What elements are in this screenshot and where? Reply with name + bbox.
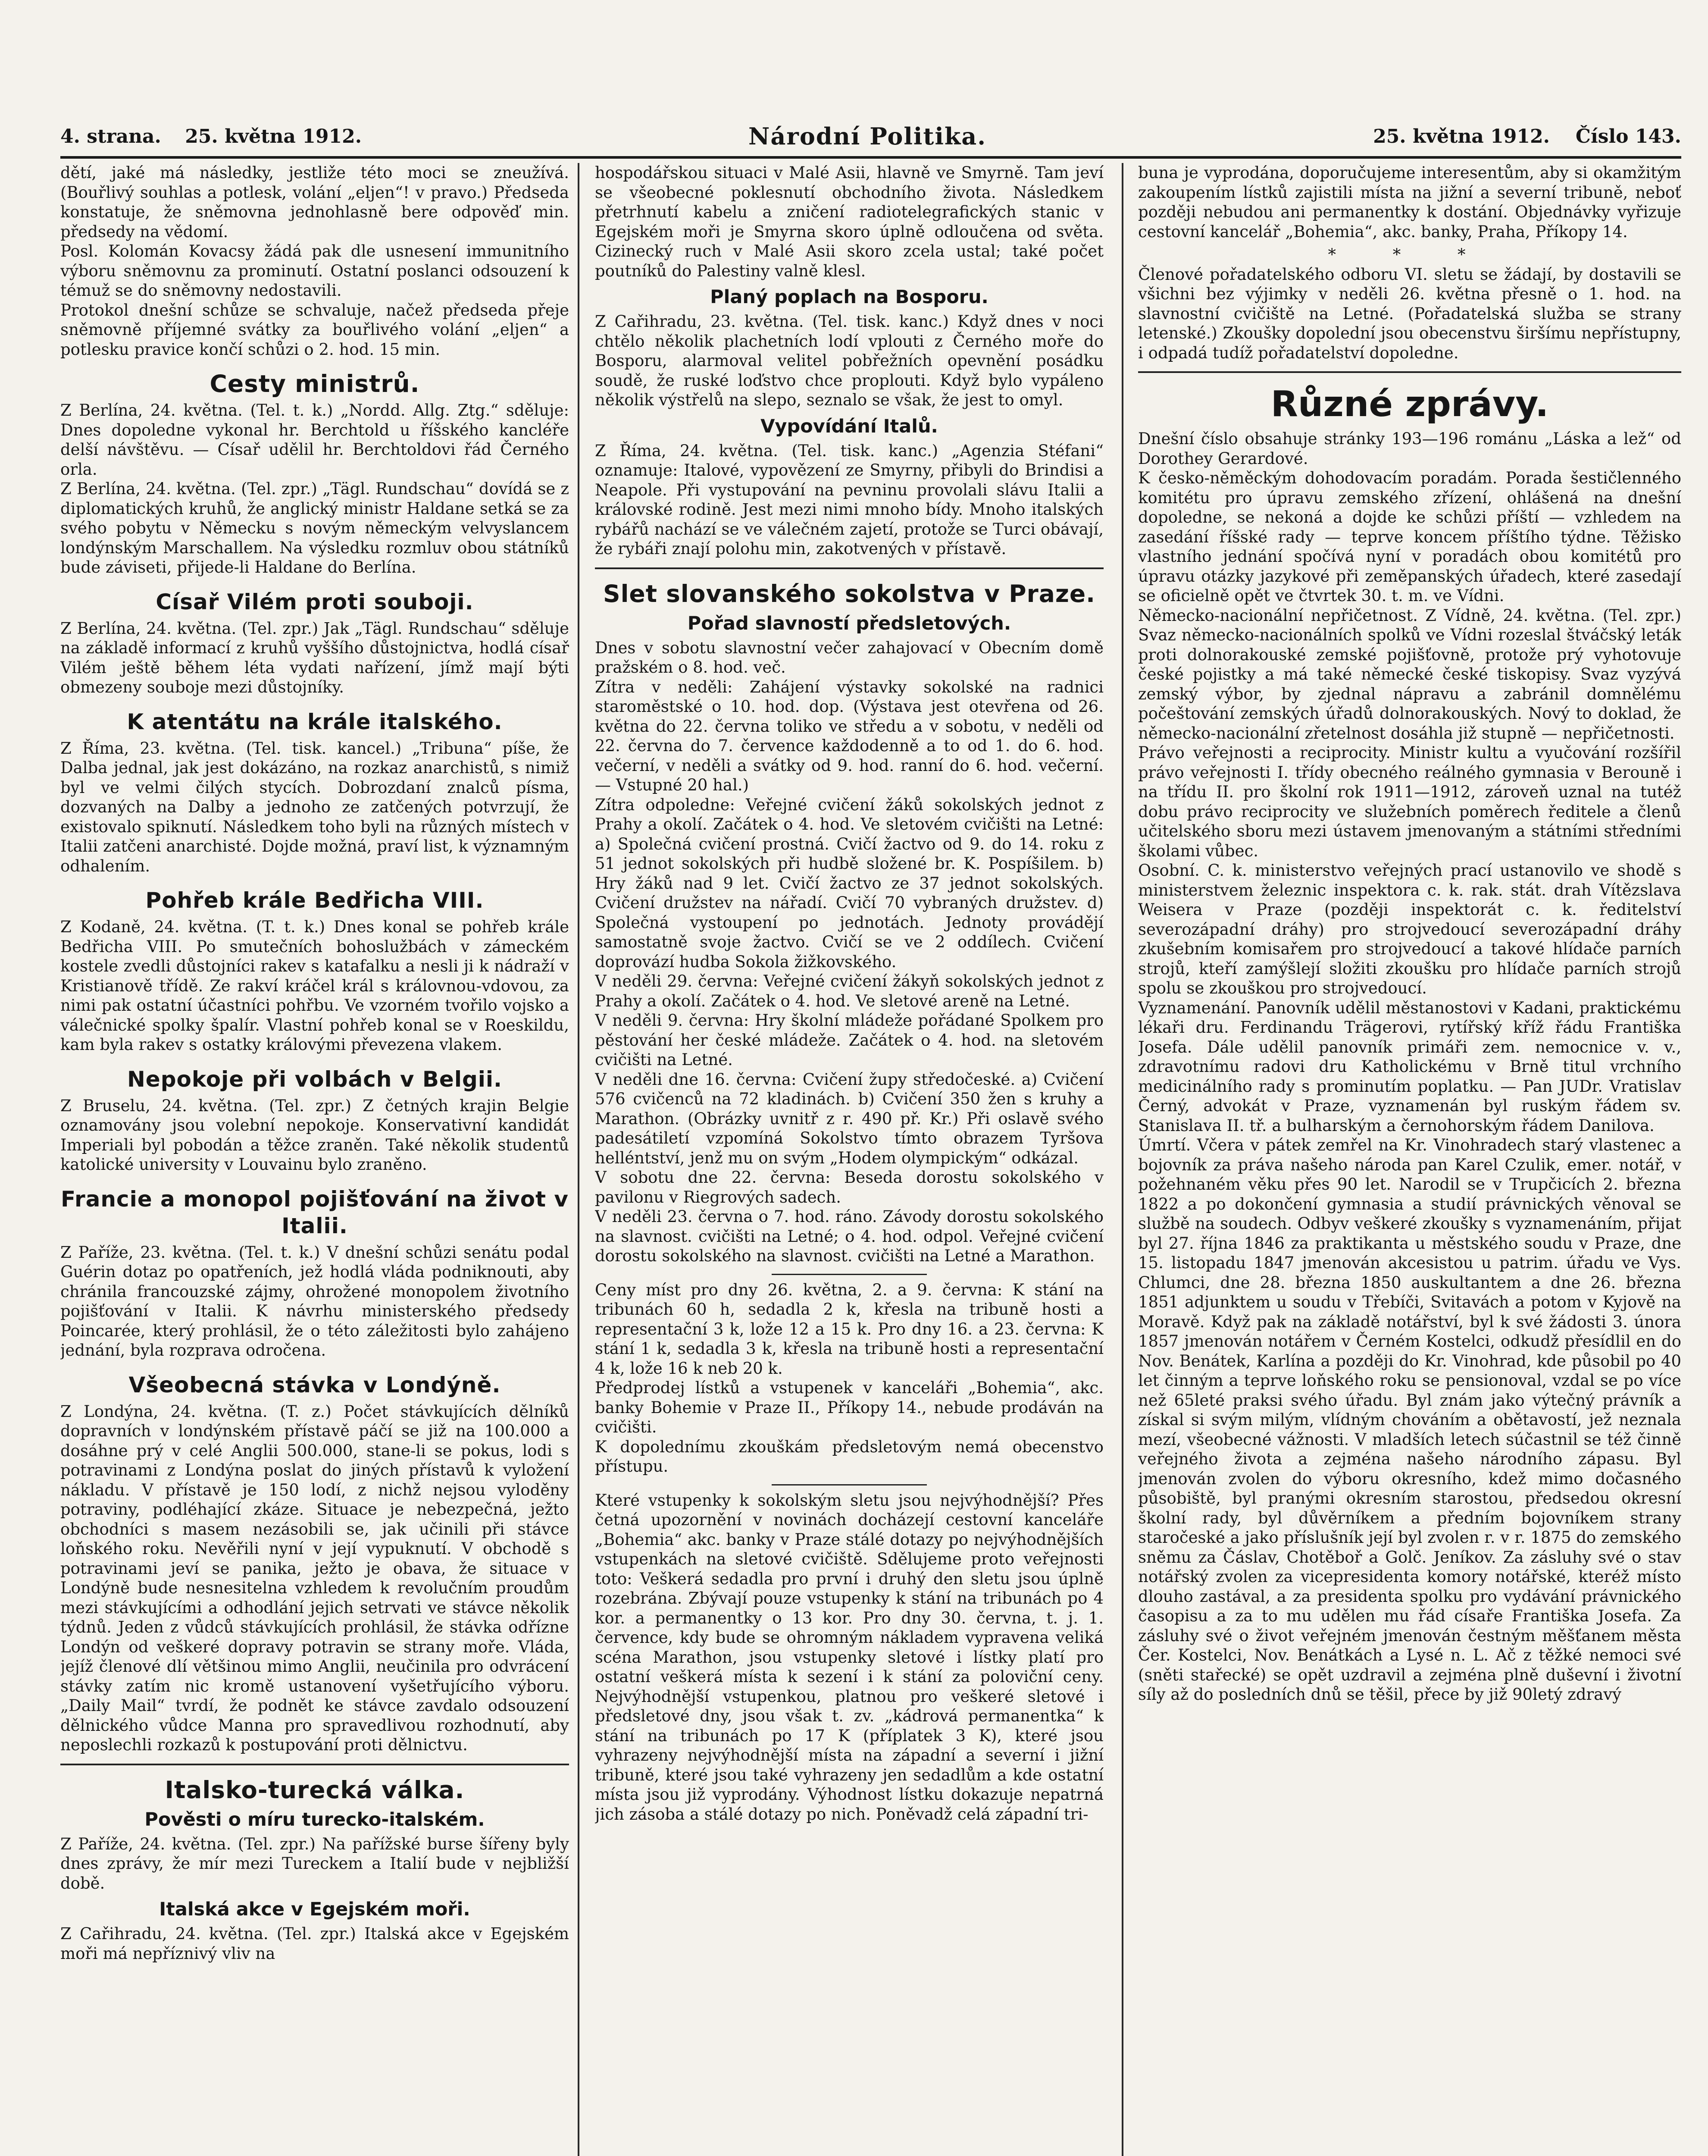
- paragraph: K dopolednímu zkouškám předsletovým nemá obecenstvo přístupu.: [595, 1437, 1104, 1476]
- short-rule: [772, 1484, 927, 1485]
- paragraph: Protokol dnešní schůze se schvaluje, načež předseda přeje sněmovně příjemné svátky za bouřlivého volání „eljen“ a potlesku pravice končí schůzi o 2. hod. 15 min.: [60, 301, 569, 359]
- issue-number: Číslo 143.: [1575, 125, 1681, 147]
- paragraph: buna je vyprodána, doporučujeme interesentům, aby si okamžitým zakoupením lístků zajistili místa na jižní a severní tribuně, neboť později nebudou ani permanentky k dostání. Objednávky vyřizuje cestovní kancelář „Bohemia“, akc. banky, Praha, Příkopy 14.: [1138, 163, 1681, 241]
- headline-cesty: Cesty ministrů.: [210, 370, 420, 398]
- paragraph: Z Kodaně, 24. května. (T. t. k.) Dnes konal se pohřeb krále Bedřicha VIII. Po smutečních bohoslužbách v zámeckém kostele zvedli důstojníci rakev s katafalku a nesli ji k nádraží v Kristianově třídě. Ze rakví kráčel král s královnou-vdovou, za nimi pak ostatní účastníci pohřbu. Ve vzorném tvořilo vojsko a válečnické spolky špalír. Vlastní pohřeb konal se v Roeskildu, kam byla rakev s ostatky královými převezena vlakem.: [60, 918, 569, 1054]
- paragraph: Právo veřejnosti a reciprocity. Ministr kultu a vyučování rozšířil právo veřejnosti I. třídy obecného reálného gymnasia v Berouně i na třídu II. pro školní rok 1911—1912, zároveň uznal na tutéž dobu právo reciprocity ve služebních poměrech ředitele a členů učitelského sboru mezi ústavem jmenovaným a státními středními školami vůbec.: [1138, 743, 1681, 860]
- paragraph: V neděli dne 16. června: Cvičení župy středočeské. a) Cvičení 576 cvičenců na 72 kladinách. b) Cvičení 350 žen s kruhy a Marathon. (Obrázky uvnitř z r. 490 př. Kr.) Při oslavě svého padesátiletí vzpomíná Sokolstvo tímto obrazem Tyršova helléntství, jenž mu on svým „Hodem olympickým“ odkázal.: [595, 1070, 1104, 1167]
- page-header: [60, 119, 1681, 154]
- header-rule: [60, 156, 1681, 159]
- subheadline-vypovidani: Vypovídání Italů.: [760, 415, 938, 437]
- paragraph: Z Cařihradu, 24. května. (Tel. zpr.) Italská akce v Egejském moři má nepříznivý vliv na: [60, 1924, 569, 1963]
- asterism: * * *: [1328, 245, 1492, 264]
- paragraph: Z Paříže, 23. května. (Tel. t. k.) V dnešní schůzi senátu podal Guérin dotaz po opatřeních, jež hodlá vláda podniknouti, aby chránila francouzské zájmy, ohrožené monopolem životního pojišťování v Italii. K návrhu ministerského předsedy Poincarée, který prohlásil, že o této záležitosti bylo zahájeno jednání, byla rozprava odročena.: [60, 1243, 569, 1360]
- header-date-left: 25. května 1912.: [185, 125, 362, 147]
- paragraph: Z Říma, 23. května. (Tel. tisk. kancel.) „Tribuna“ píše, že Dalba jednal, jak jest dokázáno, na rozkaz anarchistů, s nimiž byl ve velmi čilých stycích. Dobrozdaní znalců písma, dozvaných na Dalby a jednoho ze zatčených potvrzují, že existovalo spiknutí. Následkem toho byli na různých místech v Italii zatčeni anarchisté. Dojde možná, praví list, k významným odhalením.: [60, 739, 569, 875]
- paragraph: V neděli 9. června: Hry školní mládeže pořádané Spolkem pro pěstování her české mládeže. Začátek o 4. hod. na sletovém cvičišti na Letné.: [595, 1011, 1104, 1069]
- subheadline-porad: Pořad slavností předsletových.: [687, 612, 1011, 634]
- headline-ruzne: Různé zprávy.: [1270, 384, 1549, 425]
- paragraph: Zítra odpoledne: Veřejné cvičení žáků sokolských jednot z Prahy a okolí. Začátek o 4. hod. Ve sletovém cvičišti na Letné: a) Společná cvičení prostná. Cvičí žactvo od 9. do 14. roku z 51 jednot sokolských při hudbě složené br. K. Pospíšilem. b) Hry žáků nad 9 let. Cvičí žactvo ze 37 jednot sokolských. Cvičení družstev na nářadí. Cvičí 70 vybraných družstev. d) Společná vystoupení po jednotách. Jednoty provádějí samostatně svoje žactvo. Cvičí se ve 2 oddílech. Cvičení doprovází hudba Sokola žižkovského.: [595, 795, 1104, 971]
- subheadline-plany: Planý poplach na Bosporu.: [710, 286, 989, 308]
- column-1: [60, 163, 569, 2156]
- paragraph: hospodářskou situaci v Malé Asii, hlavně ve Smyrně. Tam jeví se všeobecné poklesnutí obchodního života. Následkem přetrhnutí kabelu a zničení radiotelegrafických stanic v Egejském moři je Smyrna skoro úplně odloučena od světa. Cizinecký ruch v Malé Asii skoro zcela ustal; také počet poutníků do Palestiny valně klesl.: [595, 163, 1104, 280]
- column-3: [1138, 163, 1681, 2156]
- paragraph: Které vstupenky k sokolským sletu jsou nejvýhodnější? Přes četná upozornění v novinách docházejí cestovní kanceláře „Bohemia“ akc. banky v Praze stálé dotazy po nejvýhodnějších vstupenkách na sletové cvičiště. Sdělujeme proto veřejnosti toto: Veškerá sedadla pro první i druhý den sletu jsou úplně rozebrána. Zbývají pouze vstupenky k stání na tribunách po 4 kor. a permanentky o 13 kor. Pro dny 30. června, t. j. 1. července, kdy bude se ohromným nákladem vypravena veliká scéna Marathon, jsou vstupenky sletové i lístky platí pro ostatní veškerá místa k sezení i k stání za poloviční ceny. Nejvýhodnější vstupenkou, platnou pro veškeré sletové i předsletové dny, jsou však t. zv. „kádrová permanentka“ k stání na tribunách po 17 K (příplatek 3 K), které jsou vyhrazeny nejvýhodnější místa na západní a severní i jižní tribuně, které jsou také vyhrazeny jen sedadlům a kde ostatní místa jsou již vyprodány. Výhodnost lístku dokazuje nepatrná jich zásoba a stálé dotazy po nich. Poněvadž celá západní tri-: [595, 1491, 1104, 1824]
- header-date-right: 25. května 1912.: [1373, 125, 1550, 147]
- paragraph: Dnešní číslo obsahuje stránky 193—196 románu „Láska a lež“ od Dorothey Gerardové.: [1138, 429, 1681, 468]
- section-rule: [595, 567, 1104, 569]
- masthead: Národní Politika.: [748, 122, 987, 150]
- column-2: [595, 163, 1104, 2156]
- paragraph: Dnes v sobotu slavnostní večer zahajovací v Obecním domě pražském o 8. hod. več.: [595, 638, 1104, 677]
- headline-francie: Francie a monopol pojišťování na život v Italii.: [60, 1186, 569, 1238]
- paragraph: Z Bruselu, 24. května. (Tel. zpr.) Z četných krajin Belgie oznamovány jsou volební nepokoje. Konservativní kandidát Imperiali byl pobodán a těžce zraněn. Také několik studentů katolické university v Louvainu bylo zraněno.: [60, 1096, 569, 1174]
- paragraph: Úmrtí. Včera v pátek zemřel na Kr. Vinohradech starý vlastenec a bojovník za práva našeho národa pan Karel Czulik, emer. notář, v požehnaném věku přes 90 let. Narodil se v Trupčicích 2. března 1822 a po dokončení gymnasia a studií právnických věnoval se službě na soudech. Odbyv veškeré zkoušky s vyznamenáním, přijat byl 27. října 1846 za praktikanta u městského soudu v Praze, dne 15. listopadu 1847 jmenován akcesistou u patrim. úřadu ve Vys. Chlumci, dne 28. března 1850 auskultantem a dne 26. března 1851 adjunktem u soudu v Třebíči, Svitavách a potom v Kyjově na Moravě. Když pak na základě notářství, byl k své žádosti 3. února 1857 jmenován notářem v Černém Kostelci, odkudž přesídlil en do Nov. Benátek, Karlína a později do Kr. Vinohrad, kde působil po 40 let činným a teprve loňského roku se pensionoval, vzdal se po více než 65leté praksi svého úřadu. Byl znám jako výtečný právník a získal si svým milým, vlídným chováním a obětavostí, jež neznala mezí, všeobecné vážnosti. V mladších letech súčastnil se též činně veřejného života a zejména našeho národního zápasu. Byl jmenován zvolen do výboru okresního, kdež mimo dočasného působiště, byl pranými okresním starostou, předsedou okresní školní rady, byl důvěrníkem a předním bojovníkem strany staročeské a jako příslušník její byl zvolen r. v r. 1875 do zemského sněmu za Čáslav, Chotěboř a Golč. Jeníkov. Za zásluhy své o stav notářský zvolen za vicepresidenta komory notářské, kteréž místo dlouho zastával, a za presidenta spolku pro vydávání právnického časopisu a za to mu udělen mu řád císaře Františka Josefa. Za zásluhy své o život veřejném jmenován čestným měšťanem města Čer. Kostelci, Nov. Benátkách a Lysé n. L. Ač z těžké nemoci své (sněti stařecké) se opět uzdravil a zejména plně duševní i životní síly až do posledních dnů se těšil, přece by již 90letý zdravý: [1138, 1136, 1681, 1704]
- subheadline-povesti: Pověsti o míru turecko-italském.: [144, 1808, 485, 1830]
- paragraph: Z Berlína, 24. května. (Tel. t. k.) „Nordd. Allg. Ztg.“ sděluje: Dnes dopoledne vykonal hr. Berchtold u říšského kancléře delší návštěvu. — Císař udělil hr. Berchtoldovi řád Černého orla.: [60, 401, 569, 479]
- paragraph: Ceny míst pro dny 26. května, 2. a 9. června: K stání na tribunách 60 h, sedadla 2 k, křesla na tribuně hosti a representační 3 k, lože 12 a 15 k. Pro dny 16. a 23. června: K stání 1 k, sedadla 3 k, křesla na tribuně hosti a representační 4 k, lože 16 k neb 20 k.: [595, 1280, 1104, 1378]
- subheadline-akce: Italská akce v Egejském moři.: [159, 1899, 470, 1920]
- paragraph: V neděli 23. června o 7. hod. ráno. Závody dorostu sokolského na slavnost. cvičišti na Letné; o 4. hod. odpol. Veřejné cvičení dorostu sokolského na slavnost. cvičišti na Letné a Marathon.: [595, 1207, 1104, 1265]
- headline-italsko: Italsko-turecká válka.: [165, 1776, 465, 1804]
- paragraph: Z Paříže, 24. května. (Tel. zpr.) Na pařížské burse šířeny byly dnes zprávy, že mír mezi Tureckem a Italií bude v nejbližší době.: [60, 1834, 569, 1893]
- paragraph: Z Říma, 24. května. (Tel. tisk. kanc.) „Agenzia Stéfani“ oznamuje: Italové, vypovězení ze Smyrny, přibyli do Brindisi a Neapole. Při vystupování na pevninu provolali slávu Italii a královské rodině. Jest mezi nimi mnoho bídy. Mnoho italských rybářů nachází se ve válečném zajetí, protože se Turci obávají, že rybáři znají polohu min, zakotvených v přístavě.: [595, 441, 1104, 558]
- paragraph: V neděli 29. června: Veřejné cvičení žákyň sokolských jednot z Prahy a okolí. Začátek o 4. hod. Ve sletové areně na Letné.: [595, 972, 1104, 1010]
- short-rule: [772, 1274, 927, 1275]
- headline-pohreb: Pohřeb krále Bedřicha VIII.: [145, 888, 484, 913]
- paragraph: dětí, jaké má následky, jestliže této moci se zneužívá. (Bouřlivý souhlas a potlesk, volání „eljen“! v pravo.) Předseda konstatuje, že sněmovna jednohlasně bere odpověď min. předsedy na vědomí.: [60, 163, 569, 241]
- headline-cisar: Císař Vilém proti souboji.: [156, 589, 474, 614]
- header-right: [1373, 125, 1681, 147]
- paragraph: Z Berlína, 24. května. (Tel. zpr.) Jak „Tägl. Rundschau“ sděluje na základě informací z kruhů vyššího důstojnictva, hodlá císař Vilém ještě během léta vydati nařízení, jímž mají býti obmezeny souboje mezi důstojníky.: [60, 619, 569, 696]
- column-rule: [1122, 163, 1123, 2156]
- paragraph: Předprodej lístků a vstupenek v kanceláři „Bohemia“, akc. banky Bohemie v Praze II., Příkopy 14., nebude prodáván na cvičišti.: [595, 1379, 1104, 1436]
- paragraph: Z Londýna, 24. května. (T. z.) Počet stávkujících dělníků dopravních v londýnském přístavě páčí se již na 100.000 a dosáhne prý v celé Anglii 500.000, stane-li se pokus, lodi s potravinami z Londýna poslat do jiných přístavů k vyložení nákladu. V přístavě je 150 lodí, z nichž nejsou vyloděny potraviny, podléhající zkáze. Situace je nebezpečná, ježto obchodníci s masem nezásobili se, jak učinili při stávce loňského roku. Nevěřili nyní v její vypuknutí. V obchodě s potravinami jeví se panika, ježto je obava, že situace v Londýně bude nesnesitelna vzhledem k revolučním proudům mezi stávkujícími a odhodlání jejich setrvati ve stávce několik týdnů. Jeden z vůdců stávkujících prohlásil, že stávka odřízne Londýn od veškeré dopravy potravin se strany moře. Vláda, jejíž členové dlí většinou mimo Anglii, neučinila pro odvrácení stávky zatím nic kromě ustanovení vyšetřujícího výboru. „Daily Mail“ tvrdí, že podnět ke stávce zavdalo odsouzení dělnického vůdce Manna pro spravedlivou rozhodnutí, aby neposlechli rozkazů k postupování proti dělnictvu.: [60, 1402, 569, 1754]
- headline-atentat: K atentátu na krále italského.: [127, 709, 503, 734]
- page-number: 4. strana.: [60, 125, 161, 147]
- header-left: [60, 125, 362, 147]
- headline-stavka: Všeobecná stávka v Londýně.: [128, 1372, 501, 1398]
- headline-slet: Slet slovanského sokolstva v Praze.: [603, 580, 1096, 608]
- section-rule: [1138, 371, 1681, 373]
- headline-nepokoje: Nepokoje při volbách v Belgii.: [127, 1066, 503, 1092]
- paragraph: Německo-nacionální nepřičetnost. Z Vídně, 24. května. (Tel. zpr.) Svaz německo-nacionálních spolků ve Vídni rozeslal štváčský leták proti dolnorakouské zemské pojišťovně, protože prý vyhotovuje české pojistky a má také německé české tiskopisy. Svaz vyzývá zemský výbor, by zjednal nápravu a zabránil domnělému počeštování zemských úřadů dolnorakouských. Nový to doklad, že německo-nacionální zřetelnost dosáhla již stupně — nepřičetnosti.: [1138, 606, 1681, 743]
- paragraph: Z Berlína, 24. května. (Tel. zpr.) „Tägl. Rundschau“ dovídá se z diplomatických kruhů, že anglický ministr Haldane setká se za svého pobytu v Německu s novým německým velvyslancem londýnským Marschallem. Na výsledku rozmluv obou státníků bude záviseti, přijede-li Haldane do Berlína.: [60, 479, 569, 577]
- column-rule: [578, 163, 579, 2156]
- paragraph: Osobní. C. k. ministerstvo veřejných prací ustanovilo ve shodě s ministerstvem železnic inspektora c. k. rak. stát. drah Vítězslava Weisera v Praze (později inspektorát c. k. ředitelství severozápadní dráhy) pro strojvedoucí severozápadní dráhy zkušebním komisařem pro strojvedoucí a takové hlídače parních strojů, kteří zamýšlejí složiti zkoušku pro hlídače parních strojů spolu se zkouškou pro strojvedoucí.: [1138, 861, 1681, 997]
- section-rule: [60, 1764, 569, 1765]
- paragraph: K česko-něměckým dohodovacím poradám. Porada šestičlenného komitétu pro úpravu zemského zřízení, ohlášená na dnešní dopoledne, se nekoná a dojde ke schůzi příští — vzhledem na zasedání říšské rady — teprve koncem příštího týdne. Těžisko vlastního jednání spočívá nyní v poradách obou komitétů pro úpravu otázky jazykové při zeměpanských úřadech, které zasedají se oficielně opět ve čtvrtek 30. t. m. ve Vídni.: [1138, 469, 1681, 605]
- paragraph: V sobotu dne 22. června: Beseda dorostu sokolského v pavilonu v Riegrových sadech.: [595, 1168, 1104, 1206]
- paragraph: Zítra v neděli: Zahájení výstavky sokolské na radnici staroměstské o 10. hod. dop. (Výstava jest otevřena od 26. května do 22. června toliko ve středu a v sobotu, v neděli od 22. června do 7. července každodenně a to od 1. do 6. hod. večerní, v neděli a svátky od 9. hod. ranní do 6. hod. večerní. — Vstupné 20 hal.): [595, 677, 1104, 794]
- paragraph: Z Cařihradu, 23. května. (Tel. tisk. kanc.) Když dnes v noci chtělo několik plachetních lodí vplouti z Černého moře do Bosporu, alarmoval velitel pobřežních opevnění posádku soudě, že ruské loďstvo chce proplouti. Když bylo vypáleno několik výstřelů na slepo, seznalo se však, že jest to omyl.: [595, 312, 1104, 409]
- paragraph: Členové pořadatelského odboru VI. sletu se žádají, by dostavili se všichni bez výjimky v neděli 26. května přesně o 1. hod. na slavnostní cvičiště na Letné. (Pořadatelská služba se strany letenské.) Zkoušky dopolední jsou obecenstvu širšímu nepřístupny, i odpadá tudíž pořadatelství dopoledne.: [1138, 265, 1681, 362]
- paragraph: Posl. Kolomán Kovacsy žádá pak dle usnesení immunitního výboru sněmovnu za prominutí. Ostatní poslanci odsouzení k témuž se do sněmovny nedostavili.: [60, 242, 569, 300]
- paragraph: Vyznamenání. Panovník udělil městanostovi v Kadani, praktickému lékaři dru. Ferdinandu Trägerovi, rytířský kříž řádu Františka Josefa. Dále udělil panovník primáři zem. nemocnice v. v., zdravotnímu radovi dru Katholickému v Brně titul vrchního medicinálního rady s prominutím poplatku. — Pan JUDr. Vratislav Černý, advokát v Praze, vyznamenán byl ruským řádem sv. Stanislava II. tř. a bulharským a černohorským řádem Danilova.: [1138, 998, 1681, 1135]
